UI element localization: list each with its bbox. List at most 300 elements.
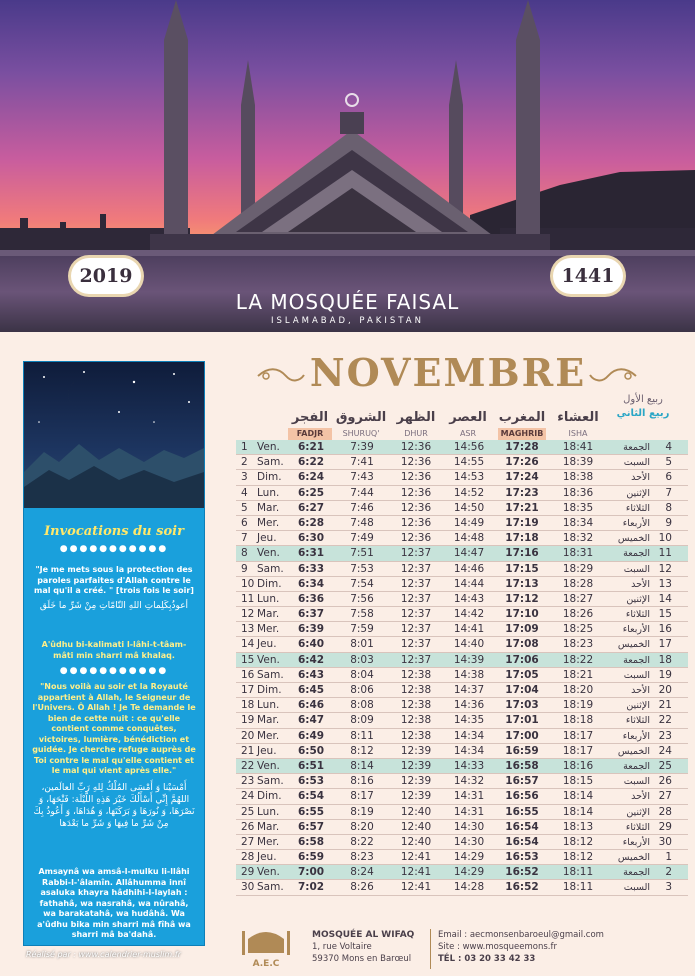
weekday-ar: الخميس [617, 852, 650, 864]
shuruq-time: 8:22 [350, 835, 374, 848]
address-line-2: 59370 Mons en Barœul [312, 954, 412, 964]
footer [230, 917, 695, 976]
fajr-time: 6:57 [297, 820, 325, 833]
weekday-ar: الأحد [631, 578, 650, 590]
hijri-day: 1 [665, 851, 672, 864]
credit-link[interactable]: Réalisé par : www.calendrier-muslim.fr [26, 950, 181, 959]
weekday: Mer. [257, 516, 280, 529]
weekday-ar: الثلاثاء [625, 715, 650, 727]
weekday-ar: الجمعة [623, 654, 650, 666]
isha-time: 18:36 [562, 486, 594, 499]
day-number: 28 [241, 851, 255, 864]
day-number: 29 [241, 866, 255, 879]
weekday: Mar. [257, 820, 280, 833]
weekday-ar: الأحد [631, 791, 650, 803]
fajr-time: 6:25 [297, 486, 325, 499]
fajr-time: 6:37 [297, 608, 325, 621]
isha-time: 18:11 [562, 881, 594, 894]
hijri-month-1: ربيع الأول [623, 394, 663, 405]
asr-time: 14:37 [453, 684, 485, 696]
weekday: Jeu. [257, 532, 277, 545]
dhur-time: 12:36 [400, 486, 432, 499]
hijri-day: 6 [665, 471, 672, 484]
shuruq-time: 8:04 [350, 668, 374, 681]
table-row [236, 668, 688, 683]
dhur-time: 12:36 [400, 532, 432, 545]
asr-time: 14:39 [453, 653, 485, 666]
fajr-time: 6:34 [297, 577, 325, 590]
table-row [236, 850, 688, 865]
weekday-ar: الثلاثاء [625, 502, 650, 514]
table-row [236, 516, 688, 531]
mosque-name: MOSQUÉE AL WIFAQ [312, 930, 415, 940]
fajr-time: 6:59 [297, 851, 325, 864]
isha-time: 18:31 [562, 547, 594, 560]
weekday: Sam. [257, 881, 284, 894]
invocations-title: Invocations du soir [44, 524, 184, 539]
hijri-day: 24 [658, 744, 672, 757]
maghrib-time: 17:04 [505, 684, 539, 696]
weekday: Mar. [257, 608, 280, 621]
weekday-ar: الأحد [631, 472, 650, 484]
dhur-time: 12:37 [400, 623, 432, 636]
dhur-time: 12:39 [400, 759, 432, 772]
night-scene [24, 362, 204, 508]
hijri-day: 17 [658, 638, 672, 651]
asr-time: 14:52 [453, 486, 485, 499]
footer-email[interactable]: Email : aecmonsenbaroeul@gmail.com [438, 930, 604, 940]
hijri-day: 11 [658, 547, 672, 560]
address-line-1: 1, rue Voltaire [312, 942, 372, 952]
table-row [236, 486, 688, 501]
shuruq-time: 7:49 [350, 532, 374, 545]
hijri-day: 15 [658, 608, 672, 621]
dhur-time: 12:41 [400, 851, 432, 864]
dhur-time: 12:36 [400, 471, 432, 484]
weekday-ar: الخميس [617, 745, 650, 757]
isha-time: 18:12 [562, 835, 594, 848]
weekday-ar: الخميس [617, 533, 650, 545]
isha-time: 18:15 [562, 775, 594, 788]
maghrib-time: 16:57 [505, 775, 539, 788]
table-row [236, 470, 688, 485]
weekday: Mer. [257, 835, 280, 848]
mosque-logo-icon [236, 921, 296, 971]
dhur-time: 12:38 [400, 668, 432, 681]
table-row [236, 622, 688, 637]
day-number: 18 [241, 699, 255, 712]
asr-time: 14:55 [453, 456, 485, 469]
maghrib-time: 17:19 [505, 516, 539, 529]
maghrib-time: 16:53 [505, 851, 539, 864]
dhur-time: 12:38 [400, 714, 432, 727]
weekday: Lun. [257, 699, 280, 712]
table-row [236, 729, 688, 744]
day-number: 5 [241, 501, 248, 514]
table-row [236, 774, 688, 789]
invocation-1-translit: A'ûdhu bi-kalimati l-lâhi-t-tâam-mâti min sharri mâ khalaq. [41, 640, 187, 660]
hijri-day: 10 [658, 532, 672, 545]
hijri-day: 30 [658, 835, 672, 848]
isha-time: 18:20 [562, 684, 594, 696]
shuruq-time: 8:12 [350, 744, 374, 757]
table-row [236, 865, 688, 880]
asr-time: 14:31 [453, 805, 485, 818]
maghrib-time: 17:00 [505, 729, 539, 742]
day-number: 25 [241, 805, 255, 818]
day-number: 6 [241, 516, 248, 529]
table-row [236, 820, 688, 835]
shuruq-time: 8:01 [350, 638, 374, 651]
day-number: 10 [241, 577, 255, 590]
isha-time: 18:28 [562, 577, 594, 590]
invocation-2-fr: "Nous voilà au soir et la Royauté appartient à Allah, le Seigneur de l'Univers. Ô Allah ! Je Te demande le bien de cette nuit : ce qu'elle contient comme conquêtes, victoires, lumière, bénédiction et guidée. Je cherche refuge auprès de Toi contre le mal qu'elle contient et le mal qui vient après elle." [32, 682, 196, 775]
dhur-time: 12:39 [400, 744, 432, 757]
dhur-time: 12:41 [400, 866, 432, 879]
maghrib-time: 17:24 [505, 471, 539, 484]
maghrib-time: 16:56 [505, 790, 539, 803]
shuruq-time: 7:58 [350, 608, 374, 621]
day-number: 13 [241, 623, 255, 636]
dhur-time: 12:40 [400, 835, 432, 848]
table-row [236, 577, 688, 592]
dhur-time: 12:38 [400, 684, 432, 696]
fajr-time: 6:40 [297, 638, 325, 651]
dhur-time: 12:36 [400, 516, 432, 529]
weekday-ar: السبت [623, 776, 650, 788]
day-number: 1 [241, 441, 248, 453]
shuruq-time: 7:48 [350, 516, 374, 529]
shuruq-time: 7:43 [350, 471, 374, 484]
weekday: Sam. [257, 456, 284, 469]
dhur-time: 12:37 [400, 562, 432, 575]
dhur-time: 12:37 [400, 547, 432, 560]
hijri-day: 26 [658, 775, 672, 788]
asr-time: 14:31 [453, 790, 485, 803]
weekday-ar: الثلاثاء [625, 821, 650, 833]
shuruq-time: 7:56 [350, 592, 374, 605]
day-number: 9 [241, 562, 248, 575]
header-fajr-ar: الفجر [291, 410, 329, 425]
day-number: 21 [241, 744, 255, 757]
isha-time: 18:17 [562, 729, 594, 742]
footer-phone: TÉL : 03 20 33 42 33 [438, 954, 536, 964]
asr-time: 14:33 [453, 759, 485, 772]
maghrib-time: 17:13 [505, 577, 539, 590]
table-row [236, 607, 688, 622]
fajr-time: 6:30 [297, 532, 325, 545]
fajr-time: 6:33 [297, 562, 325, 575]
asr-time: 14:49 [453, 516, 485, 529]
maghrib-time: 16:54 [505, 820, 539, 833]
shuruq-time: 8:08 [350, 699, 374, 712]
day-number: 17 [241, 684, 255, 696]
header-isha-ar: العشاء [557, 410, 599, 425]
day-number: 4 [241, 486, 248, 499]
dhur-time: 12:36 [400, 456, 432, 469]
weekday: Mer. [257, 623, 280, 636]
hijri-day: 13 [658, 577, 672, 590]
hijri-day: 8 [665, 501, 672, 514]
day-number: 11 [241, 592, 255, 605]
weekday: Mar. [257, 714, 280, 727]
weekday-ar: الإثنين [626, 700, 650, 712]
year-hijri-badge: 1441 [553, 258, 623, 294]
shuruq-time: 7:51 [350, 547, 374, 560]
hijri-day: 16 [658, 623, 672, 636]
isha-time: 18:34 [562, 516, 594, 529]
asr-time: 14:41 [453, 623, 485, 636]
asr-time: 14:35 [453, 714, 485, 727]
fajr-time: 6:50 [297, 744, 325, 757]
weekday: Ven. [257, 547, 280, 560]
weekday-ar: الأربعاء [622, 836, 650, 848]
dhur-time: 12:39 [400, 790, 432, 803]
header-asr-ar: العصر [449, 410, 487, 425]
table-row [236, 789, 688, 804]
invocation-1-fr: "Je me mets sous la protection des paroles parfaites d'Allah contre le mal qu'il a créé. " [trois fois le soir] [34, 565, 194, 595]
maghrib-time: 17:03 [505, 699, 539, 712]
maghrib-time: 17:28 [505, 441, 539, 453]
asr-time: 14:47 [453, 547, 485, 560]
dhur-time: 12:38 [400, 729, 432, 742]
fajr-time: 6:28 [297, 516, 325, 529]
table-row [236, 805, 688, 820]
day-number: 22 [241, 759, 255, 772]
isha-time: 18:16 [562, 759, 594, 772]
shuruq-time: 8:20 [350, 820, 374, 833]
table-row [236, 683, 688, 698]
weekday-ar: الإثنين [626, 593, 650, 605]
weekday: Ven. [257, 866, 280, 879]
header-dhur: DHUR [404, 429, 428, 438]
invocation-2-translit: Amsaynâ wa amsâ-l-mulku li-llâhi Rabbi-l-'âlamîn. Allâhumma innî asaluka khayra hâdhihi-l-laylah : fathahâ, wa nasrahâ, wa nûrahâ, wa barakatahâ, wa hudâhâ. Wa a'ûdhu bika min sharri mâ fîhâ wa sharri mâ ba'dahâ. [37, 867, 191, 939]
fajr-time: 6:58 [297, 835, 325, 848]
day-number: 20 [241, 729, 255, 742]
day-number: 27 [241, 835, 255, 848]
maghrib-time: 16:54 [505, 835, 539, 848]
weekday-ar: الأربعاء [622, 730, 650, 742]
isha-time: 18:19 [562, 699, 594, 712]
maghrib-time: 16:58 [505, 759, 539, 772]
table-row [236, 455, 688, 470]
header-maghrib: MAGHRIB [498, 428, 546, 440]
maghrib-time: 17:21 [505, 501, 539, 514]
shuruq-time: 8:06 [350, 684, 374, 696]
dhur-time: 12:37 [400, 592, 432, 605]
footer-divider [430, 929, 431, 969]
isha-time: 18:17 [562, 744, 594, 757]
asr-time: 14:28 [453, 881, 485, 894]
ornament-right-icon [588, 367, 638, 385]
dhur-time: 12:39 [400, 775, 432, 788]
table-row [236, 698, 688, 713]
fajr-time: 6:36 [297, 592, 325, 605]
table-row [236, 501, 688, 516]
table-row [236, 592, 688, 607]
maghrib-time: 17:10 [505, 608, 539, 621]
isha-time: 18:11 [562, 866, 594, 879]
mosque-subtitle: ISLAMABAD, PAKISTAN [271, 316, 424, 326]
maghrib-time: 17:01 [505, 714, 539, 727]
weekday-ar: الخميس [617, 639, 650, 651]
hijri-day: 22 [658, 714, 672, 727]
maghrib-time: 17:09 [505, 623, 539, 636]
shuruq-time: 7:39 [350, 441, 374, 453]
weekday-ar: السبت [623, 882, 650, 894]
fajr-time: 6:54 [297, 790, 325, 803]
header-shuruq: SHURUQ' [342, 429, 380, 438]
day-number: 24 [241, 790, 255, 803]
dhur-time: 12:38 [400, 699, 432, 712]
weekday: Lun. [257, 592, 280, 605]
table-row [236, 637, 688, 652]
isha-time: 18:39 [562, 456, 594, 469]
mosque-title: LA MOSQUÉE FAISAL [235, 290, 460, 314]
day-number: 14 [241, 638, 255, 651]
hijri-day: 18 [658, 653, 672, 666]
header-dhur-ar: الظهر [396, 410, 436, 425]
hijri-day: 23 [658, 729, 672, 742]
dhur-time: 12:40 [400, 820, 432, 833]
isha-time: 18:27 [562, 592, 594, 605]
asr-time: 14:36 [453, 699, 485, 712]
divider-dots: ●●●●●●●●●●● [59, 544, 169, 554]
shuruq-time: 8:19 [350, 805, 374, 818]
weekday-ar: الجمعة [623, 867, 650, 879]
dhur-time: 12:36 [400, 441, 432, 453]
fajr-time: 6:39 [297, 623, 325, 636]
weekday: Ven. [257, 759, 280, 772]
asr-time: 14:34 [453, 744, 485, 757]
header-maghrib-ar: المغرب [498, 410, 546, 425]
hijri-day: 25 [658, 759, 672, 772]
invocation-1-ar: أعوذُبِكَلِماتِ اللهِ التّامّاتِ مِنْ شَرِّ ما خَلَق [39, 601, 189, 611]
dhur-time: 12:41 [400, 881, 432, 894]
day-number: 30 [241, 881, 255, 894]
maghrib-time: 17:16 [505, 547, 539, 560]
fajr-time: 6:27 [297, 501, 325, 514]
weekday-ar: الجمعة [623, 442, 650, 453]
header-asr: ASR [459, 429, 477, 438]
maghrib-time: 17:26 [505, 456, 539, 469]
dhur-time: 12:36 [400, 501, 432, 514]
asr-time: 14:32 [453, 775, 485, 788]
asr-time: 14:43 [453, 592, 485, 605]
maghrib-time: 17:12 [505, 592, 539, 605]
fajr-time: 6:53 [297, 775, 325, 788]
fajr-time: 6:22 [297, 456, 325, 469]
weekday-ar: الأحد [631, 685, 650, 696]
header-fajr: FADJR [288, 428, 332, 440]
isha-time: 18:29 [562, 562, 594, 575]
table-row [236, 880, 688, 895]
weekday: Lun. [257, 805, 280, 818]
weekday-ar: السبت [623, 457, 650, 469]
maghrib-time: 16:55 [505, 805, 539, 818]
maghrib-time: 17:08 [505, 638, 539, 651]
isha-time: 18:35 [562, 501, 594, 514]
asr-time: 14:29 [453, 851, 485, 864]
weekday: Dim. [257, 684, 282, 696]
shuruq-time: 8:03 [350, 653, 374, 666]
shuruq-time: 8:16 [350, 775, 374, 788]
hijri-day: 5 [665, 456, 672, 469]
table-row [236, 759, 688, 774]
weekday-ar: الجمعة [623, 548, 650, 560]
weekday: Mer. [257, 729, 280, 742]
asr-time: 14:46 [453, 562, 485, 575]
isha-time: 18:14 [562, 790, 594, 803]
fajr-time: 7:02 [297, 881, 325, 894]
hijri-month-2: ربيع الثاني [616, 408, 670, 419]
shuruq-time: 8:17 [350, 790, 374, 803]
fajr-time: 6:46 [297, 699, 325, 712]
isha-time: 18:18 [562, 714, 594, 727]
shuruq-time: 8:24 [350, 866, 374, 879]
table-row [236, 531, 688, 546]
maghrib-time: 17:18 [505, 532, 539, 545]
isha-time: 18:41 [562, 441, 594, 453]
prayer-times-table [236, 440, 688, 896]
day-number: 3 [241, 471, 248, 484]
header-shuruq-ar: الشروق [335, 410, 387, 425]
weekday-ar: الأربعاء [622, 624, 650, 636]
fajr-time: 6:51 [297, 759, 325, 772]
hijri-day: 19 [658, 668, 672, 681]
dhur-time: 12:37 [400, 638, 432, 651]
table-row [236, 835, 688, 850]
weekday: Dim. [257, 790, 282, 803]
day-number: 12 [241, 608, 255, 621]
day-number: 7 [241, 532, 248, 545]
hijri-day: 7 [665, 486, 672, 499]
isha-time: 18:38 [562, 471, 594, 484]
footer-site[interactable]: Site : www.mosqueemons.fr [438, 942, 557, 952]
day-number: 26 [241, 820, 255, 833]
table-row [236, 713, 688, 728]
invocation-2-ar: أَمْسَيْنا وَ أَمْسَى المُلْكُ لِلهِ رَبِّ العالَمين، اللهُمَّ إِنِّي أَسْأَلُكَ خَيْرَ هَذِهِ اللَّيْلَة: فَتْحَهَا، وَ نَصْرَهَا، وَ نُورَهَا وَ بَرَكَتَهَا، وَ هُدَاهَا، وَ أَعُوذُ بِكَ مِنْ شَرِّ ما فِيهَا وَ شَرِّ ما بَعْدَها [33, 783, 195, 829]
asr-time: 14:30 [453, 835, 485, 848]
fajr-time: 6:31 [297, 547, 325, 560]
isha-time: 18:13 [562, 820, 594, 833]
day-number: 16 [241, 668, 255, 681]
asr-time: 14:50 [453, 501, 485, 514]
asr-time: 14:42 [453, 608, 485, 621]
day-number: 15 [241, 653, 255, 666]
maghrib-time: 17:23 [505, 486, 539, 499]
table-row [236, 562, 688, 577]
hijri-day: 21 [658, 699, 672, 712]
hijri-day: 3 [665, 881, 672, 894]
asr-time: 14:56 [453, 441, 485, 453]
weekday: Jeu. [257, 744, 277, 757]
shuruq-time: 7:46 [350, 501, 374, 514]
fajr-time: 6:47 [297, 714, 325, 727]
fajr-time: 6:55 [297, 805, 325, 818]
fajr-time: 6:42 [297, 653, 325, 666]
fajr-time: 6:24 [297, 471, 325, 484]
table-row [236, 653, 688, 668]
weekday: Jeu. [257, 851, 277, 864]
shuruq-time: 7:54 [350, 577, 374, 590]
isha-time: 18:26 [562, 608, 594, 621]
hijri-day: 4 [665, 441, 672, 453]
dhur-time: 12:40 [400, 805, 432, 818]
isha-time: 18:25 [562, 623, 594, 636]
fajr-time: 6:43 [297, 668, 325, 681]
asr-time: 14:44 [453, 577, 485, 590]
